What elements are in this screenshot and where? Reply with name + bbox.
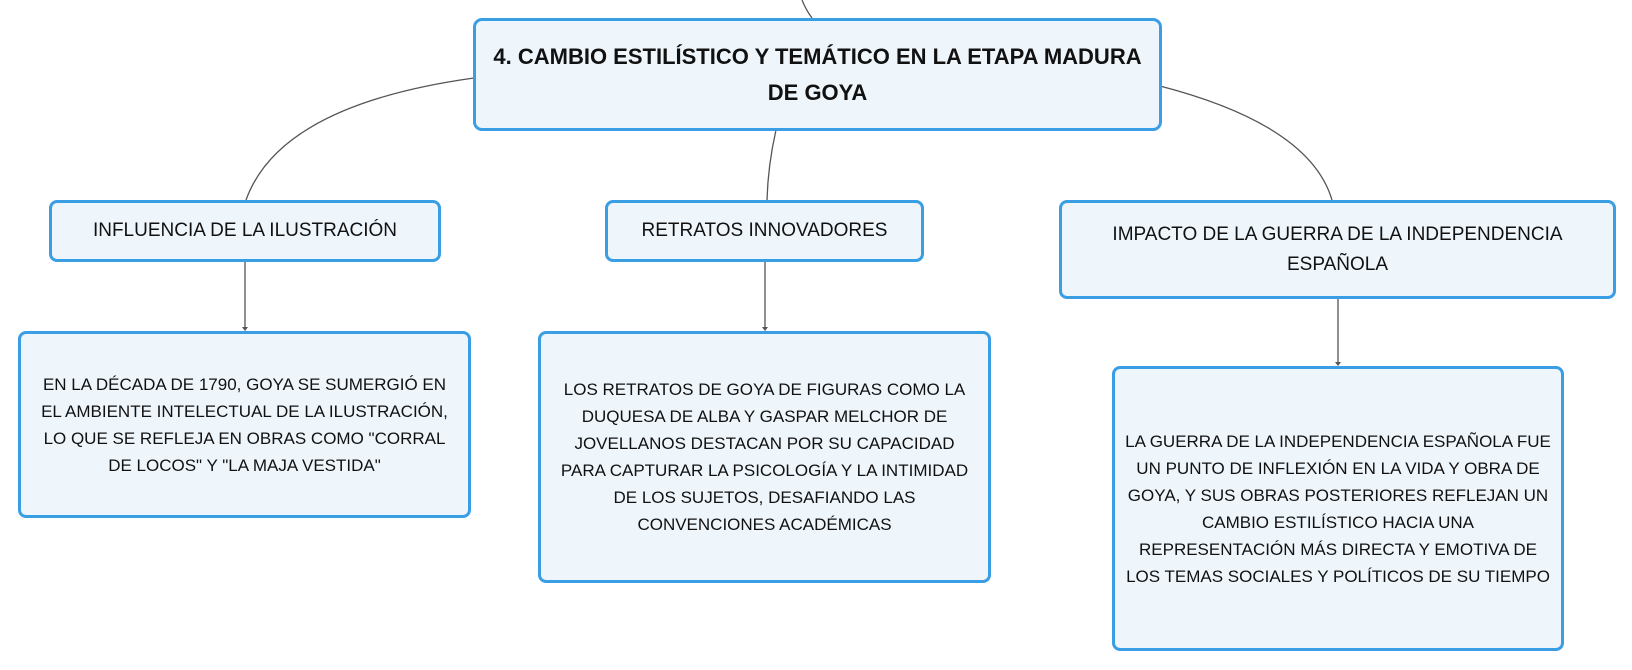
branch-topic-label: IMPACTO DE LA GUERRA DE LA INDEPENDENCIA ESPAÑOLA: [1112, 223, 1563, 275]
detail-topic-text: EN LA DÉCADA DE 1790, GOYA SE SUMERGIÓ EN EL AMBIENTE INTELECTUAL DE LA ILUSTRACIÓN, LO QUE SE REFLEJA EN OBRAS COMO "CORRAL DE LOCOS" Y "LA MAJA VESTIDA": [41, 374, 448, 475]
root-topic-label: 4. CAMBIO ESTILÍSTICO Y TEMÁTICO EN LA ETAPA MADURA DE GOYA: [493, 43, 1142, 105]
root-topic[interactable]: [473, 18, 1162, 131]
detail-topic-guerra[interactable]: [1112, 366, 1564, 651]
branch-topic-guerra[interactable]: [1059, 200, 1616, 299]
connector-root-to-branch-2: [767, 130, 776, 200]
connector-root-to-branch-1: [246, 78, 474, 200]
connector-incoming-root: [802, 0, 812, 18]
detail-topic-retratos[interactable]: [538, 331, 991, 583]
connector-root-to-branch-3: [1160, 86, 1332, 200]
detail-topic-text: LA GUERRA DE LA INDEPENDENCIA ESPAÑOLA FUE UN PUNTO DE INFLEXIÓN EN LA VIDA Y OBRA DE GOYA, Y SUS OBRAS POSTERIORES REFLEJAN UN CAMBIO ESTILÍSTICO HACIA UNA REPRESENTACIÓN MÁS DIRECTA Y EMOTIVA DE LOS TEMAS SOCIALES Y POLÍTICOS DE SU TIEMPO: [1125, 431, 1551, 586]
branch-topic-label: INFLUENCIA DE LA ILUSTRACIÓN: [92, 220, 398, 241]
branch-topic-retratos[interactable]: [605, 200, 924, 262]
detail-topic-ilustracion[interactable]: [18, 331, 471, 518]
branch-topic-ilustracion[interactable]: [49, 200, 441, 262]
branch-topic-label: RETRATOS INNOVADORES: [641, 220, 888, 241]
detail-topic-text: LOS RETRATOS DE GOYA DE FIGURAS COMO LA DUQUESA DE ALBA Y GASPAR MELCHOR DE JOVELLANOS DESTACAN POR SU CAPACIDAD PARA CAPTURAR LA PSICOLOGÍA Y LA INTIMIDAD DE LOS SUJETOS, DESAFIANDO LAS CONVENCIONES ACADÉMICAS: [560, 380, 969, 534]
